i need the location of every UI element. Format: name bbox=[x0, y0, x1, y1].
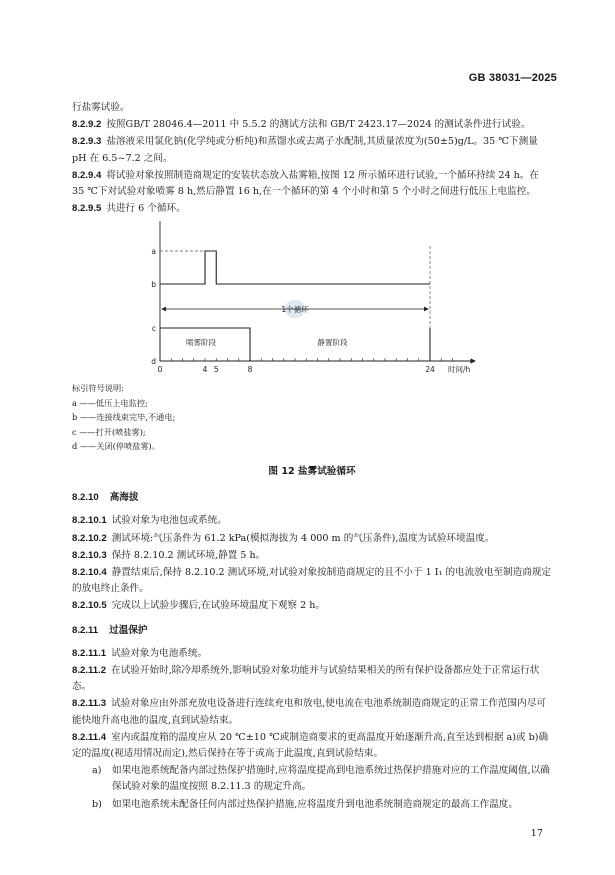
y-level-label: d bbox=[151, 357, 156, 367]
cycle-annotation: 1个循环 bbox=[281, 305, 309, 315]
document-body bbox=[72, 100, 552, 814]
x-axis-ticks bbox=[158, 358, 453, 374]
section-heading-8-2-10: 8.2.10 高海拔 bbox=[72, 492, 139, 504]
paragraph-8-2-11-3: 8.2.11.3 试验对象应由外部充放电设备进行连续充电和放电,使电流在电池系统制造商规定的正常工作范围内尽可能快地升高电池的温度,直到试验结束。 bbox=[72, 698, 546, 726]
paragraph-8-2-9-4: 8.2.9.4 将试验对象按照制造商规定的安装状态放入盐雾箱,按图 12 所示循环进行试验,一个循环持续 24 h。在 35 ℃下对试验对象喷雾 8 h,然后静置 16 h,在一个循环的第 4 个小时和第 5 个小时之间进行低压上电监控。 bbox=[72, 169, 539, 198]
legend-item: b ——连接线束完毕,不通电; bbox=[72, 412, 176, 423]
figure-caption: 图 12 盐雾试验循环 bbox=[268, 465, 356, 477]
paragraph-8-2-10-3: 8.2.10.3 保持 8.2.10.2 测试环境,静置 5 h。 bbox=[72, 549, 266, 561]
y-level-label: b bbox=[151, 280, 156, 290]
spray-phase-label: 喷雾阶段 bbox=[186, 338, 216, 348]
y-level-label: a bbox=[151, 247, 156, 257]
section-heading-8-2-11: 8.2.11 过温保护 bbox=[72, 624, 148, 636]
paragraph-8-2-11-2: 8.2.11.2 在试验开始时,除冷却系统外,影响试验对象功能并与试验结果相关的所有保护设备都应处于正常运行状态。 bbox=[72, 664, 540, 693]
rest-phase-label: 静置阶段 bbox=[317, 338, 348, 348]
legend-item: a ——低压上电监控; bbox=[72, 397, 148, 408]
legend bbox=[72, 381, 552, 454]
legend-title: 标引符号说明: bbox=[72, 383, 124, 394]
paragraph-8-2-9-2: 8.2.9.2 按照GB/T 28046.4—2011 中 5.5.2 的测试方法和 GB/T 2423.17—2024 的测试条件进行试验。 bbox=[72, 119, 531, 131]
legend-item: d ——关闭(停喷盐雾)。 bbox=[72, 441, 160, 452]
paragraph-8-2-10-1: 8.2.10.1 试验对象为电池包或系统。 bbox=[72, 515, 227, 527]
page-number: 17 bbox=[530, 828, 543, 839]
salt-spray-cycle-chart bbox=[150, 221, 490, 381]
legend-item: c ——打开(喷盐雾); bbox=[72, 426, 146, 437]
paragraph-8-2-11-1: 8.2.11.1 试验对象为电池系统。 bbox=[72, 647, 208, 659]
paragraph-8-2-11-4: 8.2.11.4 室内或温度箱的温度应从 20 ℃±10 ℃或制造商要求的更高温度开始逐渐升高,直至达到根据 a)或 b)确定的温度(视适用情况而定),然后保持在等于或高于此温度,直到试验结束。 bbox=[72, 731, 549, 759]
x-axis-label: 时间/h bbox=[448, 365, 471, 375]
standard-number-header: GB 38031—2025 bbox=[468, 72, 557, 84]
paragraph-8-2-10-2: 8.2.10.2 测试环境:气压条件为 61.2 kPa(模拟海拔为 4 000 m 的气压条件),温度为试验环境温度。 bbox=[72, 532, 495, 544]
paragraph-continued: 行盐雾试验。 bbox=[72, 102, 130, 113]
x-tick-label: 5 bbox=[213, 365, 219, 375]
list-item-a: a) 如果电池系统配备内部过热保护措施时,应将温度提高到电池系统过热保护措施对应的工作温度阈值,以确保试验对象的温度按照 8.2.11.3 的规定升高。 bbox=[92, 765, 550, 793]
list-item-b: b) 如果电池系统未配备任何内部过热保护措施,应将温度升到电池系统制造商规定的最高工作温度。 bbox=[92, 798, 518, 810]
paragraph-8-2-10-4: 8.2.10.4 静置结束后,保持 8.2.10.2 测试环境,对试验对象按制造商规定的且不小于 1 I₁ 的电流放电至制造商规定的放电终止条件。 bbox=[72, 566, 552, 595]
x-tick-label: 0 bbox=[157, 365, 163, 375]
x-tick-label: 4 bbox=[202, 365, 208, 375]
paragraph-8-2-9-5: 8.2.9.5 共进行 6 个循环。 bbox=[72, 203, 186, 215]
chart-svg bbox=[150, 221, 490, 381]
x-tick-label: 8 bbox=[247, 365, 253, 375]
series-line-1 bbox=[160, 251, 430, 284]
y-level-labels bbox=[151, 247, 156, 366]
paragraph-8-2-9-3: 8.2.9.3 盐溶液采用氯化钠(化学纯或分析纯)和蒸馏水或去离子水配制,其质量浓度为(50±5)g/L。35 ℃下测量 pH 在 6.5~7.2 之间。 bbox=[72, 136, 538, 164]
paragraph-8-2-10-5: 8.2.10.5 完成以上试验步骤后,在试验环境温度下观察 2 h。 bbox=[72, 600, 325, 612]
x-tick-label: 24 bbox=[425, 365, 435, 375]
y-level-label: c bbox=[151, 324, 156, 334]
